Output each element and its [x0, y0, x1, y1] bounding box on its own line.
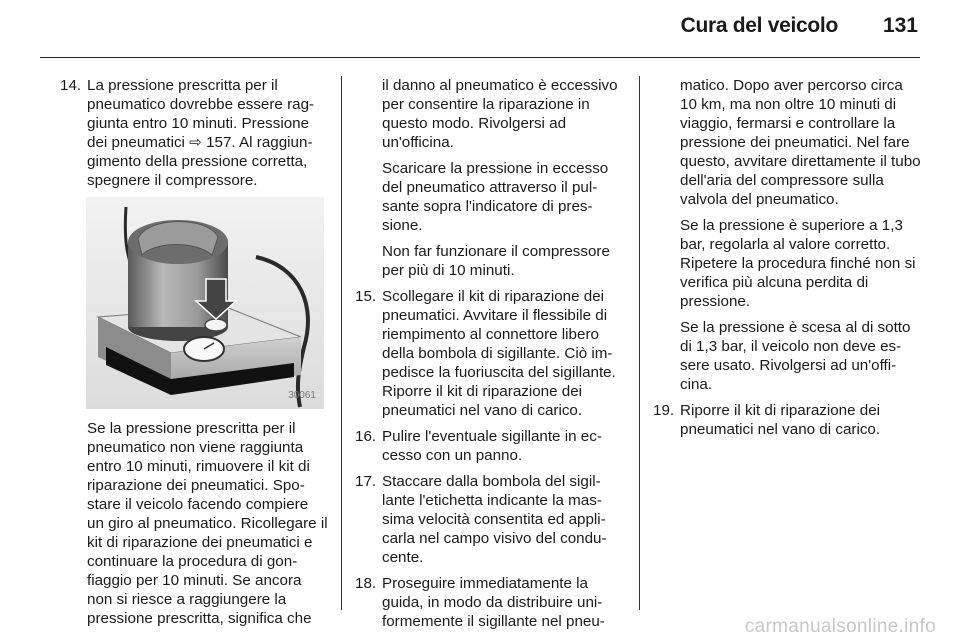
paragraph: Scaricare la pressione in eccesso del pneumatico attraverso il pulsante sopra l'indicatore di pressione.	[382, 160, 609, 234]
step-18-continuation	[653, 76, 923, 394]
paragraph: Se la pressione è scesa al di sotto di 1,3 bar, il veicolo non deve essere usato. Rivolgersi ad un'officina.	[680, 319, 911, 393]
step-number: 19.	[653, 402, 675, 419]
page-number: 131	[882, 14, 918, 37]
paragraph: matico. Dopo aver percorso circa 10 km, ma non oltre 10 minuti di viaggio, fermarsi e controllare la pressione dei pneumatici. Nel fare questo, avvitare direttamente il tubo dell'aria del compressore sulla valvola del pneumatico.	[680, 77, 921, 208]
paragraph: Se la pressione è superiore a 1,3 bar, regolarla al valore corretto. Ripetere la procedura finché non si verifica più alcuna perdita di pressione.	[680, 217, 916, 310]
step-14-continuation	[355, 76, 627, 280]
header-rule	[40, 57, 920, 58]
watermark: carmanualsonline.info	[744, 616, 936, 637]
column-1	[60, 76, 328, 635]
step-17	[355, 472, 627, 567]
step-text: Proseguire immediatamente la guida, in modo da distribuire uniformemente il sigillante nel pneu-	[382, 575, 605, 630]
step-text: Staccare dalla bombola del sigillante l'etichetta indicante la massima velocità consentita ed applicarla nel campo visivo del conducente.	[382, 473, 607, 566]
step-number: 15.	[355, 288, 377, 305]
step-14	[60, 76, 328, 190]
paragraph: il danno al pneumatico è eccessivo per consentire la riparazione in questo modo. Rivolgersi ad un'officina.	[382, 77, 618, 151]
figure-id: 30061	[288, 390, 316, 401]
paragraph: Non far funzionare il compressore per più di 10 minuti.	[382, 243, 610, 279]
step-text: La pressione prescritta per il pneumatico dovrebbe essere raggiunta entro 10 minuti. Pressione dei pneumatici ⇨ 157. Al raggiungimento della pressione corretta, spegnere il compressore.	[87, 77, 315, 189]
step-text: Scollegare il kit di riparazione dei pneumatici. Avvitare il flessibile di riempimento al connettore libero della bombola di sigillante. Ciò impedisce la fuoriuscita del sigillante. Riporre il kit di riparazione dei pneumatici nel vano di carico.	[382, 288, 616, 419]
step-text: Riporre il kit di riparazione dei pneumatici nel vano di carico.	[680, 402, 881, 438]
column-divider	[341, 76, 342, 610]
step-14-continuation	[60, 419, 328, 628]
compressor-illustration	[86, 197, 324, 409]
step-number: 14.	[60, 77, 82, 94]
step-text: Pulire l'eventuale sigillante in eccesso con un panno.	[382, 428, 602, 464]
step-number: 18.	[355, 575, 377, 592]
page-header	[0, 0, 960, 60]
column-3	[653, 76, 923, 446]
compressor-image	[86, 197, 324, 409]
section-title: Cura del veicolo	[680, 14, 838, 37]
column-divider	[639, 76, 640, 610]
step-15	[355, 287, 627, 420]
column-2	[355, 76, 627, 638]
step-number: 17.	[355, 473, 377, 490]
step-16	[355, 427, 627, 465]
step-number: 16.	[355, 428, 377, 445]
paragraph: Se la pressione prescritta per il pneumatico non viene raggiunta entro 10 minuti, rimuovere il kit di riparazione dei pneumatici. Spostare il veicolo facendo compiere un giro al pneumatico. Ricollegare il kit di riparazione dei pneumatici e continuare la procedura di gonfiaggio per 10 minuti. Se ancora non si riesce a raggiungere la pressione prescritta, significa che	[87, 420, 328, 627]
step-19	[653, 401, 923, 439]
step-18	[355, 574, 627, 631]
